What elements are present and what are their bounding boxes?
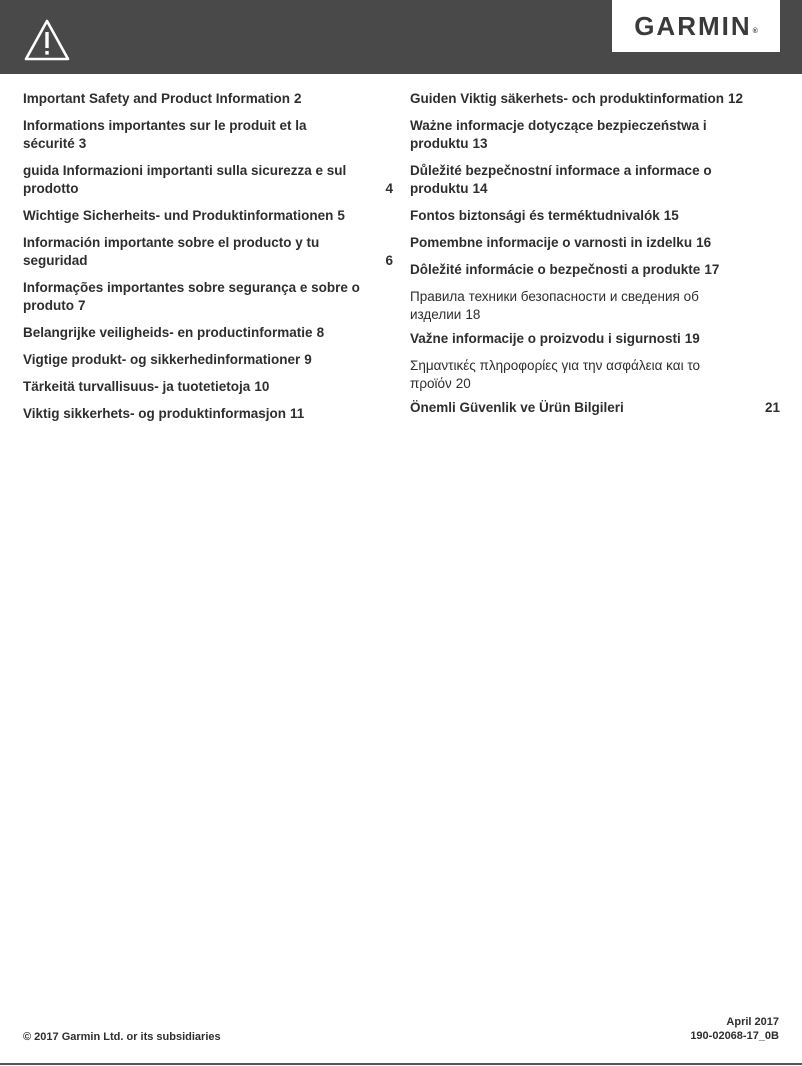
toc-entry-title: Ważne informacje dotyczące bezpieczeństwa i produktu (410, 118, 707, 151)
toc-entry-title: Önemli Güvenlik ve Ürün Bilgileri (410, 400, 624, 415)
toc-entry-page: 8 (316, 325, 325, 340)
toc-entry[interactable] (410, 162, 780, 198)
toc-entry-title: Tärkeitä turvallisuus- ja tuotetietoja (23, 379, 251, 394)
toc-entry[interactable] (410, 117, 780, 153)
toc-entry[interactable] (23, 324, 393, 342)
toc-entry-title: Información importante sobre el producto y tu seguridad (23, 235, 320, 268)
toc-entry[interactable] (23, 378, 393, 396)
toc-entry-title: guida Informazioni importanti sulla sicurezza e sul prodotto (23, 163, 347, 196)
document-info (690, 1015, 779, 1043)
copyright-text: © 2017 Garmin Ltd. or its subsidiaries (23, 1031, 221, 1043)
toc-entry[interactable] (23, 162, 393, 198)
brand-logo (612, 0, 780, 52)
toc-entry-page: 21 (764, 400, 780, 415)
toc-entry[interactable] (410, 90, 780, 108)
toc-entry[interactable] (23, 405, 393, 423)
toc-entry[interactable] (410, 288, 780, 324)
toc-entry[interactable] (23, 90, 393, 108)
toc-entry[interactable] (23, 351, 393, 369)
toc-entry-page: 16 (696, 235, 712, 250)
warning-icon (23, 18, 71, 62)
toc-entry-page: 14 (472, 181, 488, 196)
toc-entry-page: 10 (254, 379, 270, 394)
toc-entry-title: Důležité bezpečnostní informace a informace o produktu (410, 163, 712, 196)
toc-entry[interactable] (410, 357, 780, 393)
toc-entry-title: Pomembne informacije o varnosti in izdelku (410, 235, 693, 250)
bottom-rule (0, 1063, 802, 1065)
toc-entry-page: 12 (728, 91, 744, 106)
toc-entry-page: 15 (663, 208, 679, 223)
toc-entry-title: Wichtige Sicherheits- und Produktinformationen (23, 208, 334, 223)
toc-entry[interactable] (410, 399, 780, 417)
toc-entry-page: 11 (290, 406, 305, 421)
toc-entry-title: Dôležité informácie o bezpečnosti a produkte (410, 262, 701, 277)
toc-entry-title: Viktig sikkerhets- og produktinformasjon (23, 406, 287, 421)
toc-entry-title: Fontos biztonsági és terméktudnivalók (410, 208, 660, 223)
toc-entry[interactable] (23, 234, 393, 270)
toc-entry-page: 6 (385, 253, 393, 268)
toc-right-column (410, 90, 780, 426)
toc-entry-title: Guiden Viktig säkerhets- och produktinformation (410, 91, 725, 106)
publication-date: April 2017 (726, 1016, 779, 1028)
toc-entry-page: 7 (77, 298, 86, 313)
toc-entry-title: Vigtige produkt- og sikkerhedinformationer (23, 352, 301, 367)
toc-entry-title: Правила техники безопасности и сведения об изделии (410, 289, 699, 322)
toc-entry[interactable] (410, 330, 780, 348)
header-bar (0, 0, 802, 74)
brand-logo-text: GARMIN® (634, 10, 758, 41)
toc-entry-page: 19 (684, 331, 700, 346)
toc-entry[interactable] (410, 261, 780, 279)
toc-entry[interactable] (410, 234, 780, 252)
toc-entry-title: Σημαντικές πληροφορίες για την ασφάλεια και το προϊόν (410, 358, 700, 391)
toc-entry-page: 17 (704, 262, 720, 277)
toc-entry-title: Belangrijke veiligheids- en productinformatie (23, 325, 313, 340)
toc-entry-page: 13 (472, 136, 488, 151)
part-number: 190-02068-17_0B (690, 1030, 779, 1042)
toc-entry-page: 18 (465, 307, 481, 322)
toc-entry-page: 4 (385, 181, 393, 196)
toc-entry[interactable] (23, 207, 393, 225)
toc-entry-page: 2 (294, 91, 302, 106)
toc-entry-title: Informações importantes sobre segurança e sobre o produto (23, 280, 360, 313)
toc-entry-page: 20 (455, 376, 471, 391)
toc-entry-title: Važne informacije o proizvodu i sigurnosti (410, 331, 681, 346)
toc-entry-page: 9 (304, 352, 312, 367)
toc-left-column (23, 90, 393, 432)
toc-entry[interactable] (23, 279, 393, 315)
toc-entry[interactable] (23, 117, 393, 153)
toc-entry-page: 3 (78, 136, 87, 151)
toc-entry[interactable] (410, 207, 780, 225)
toc-entry-page: 5 (337, 208, 345, 223)
toc-entry-title: Informations importantes sur le produit et la sécurité (23, 118, 307, 151)
toc-entry-title: Important Safety and Product Information (23, 91, 291, 106)
